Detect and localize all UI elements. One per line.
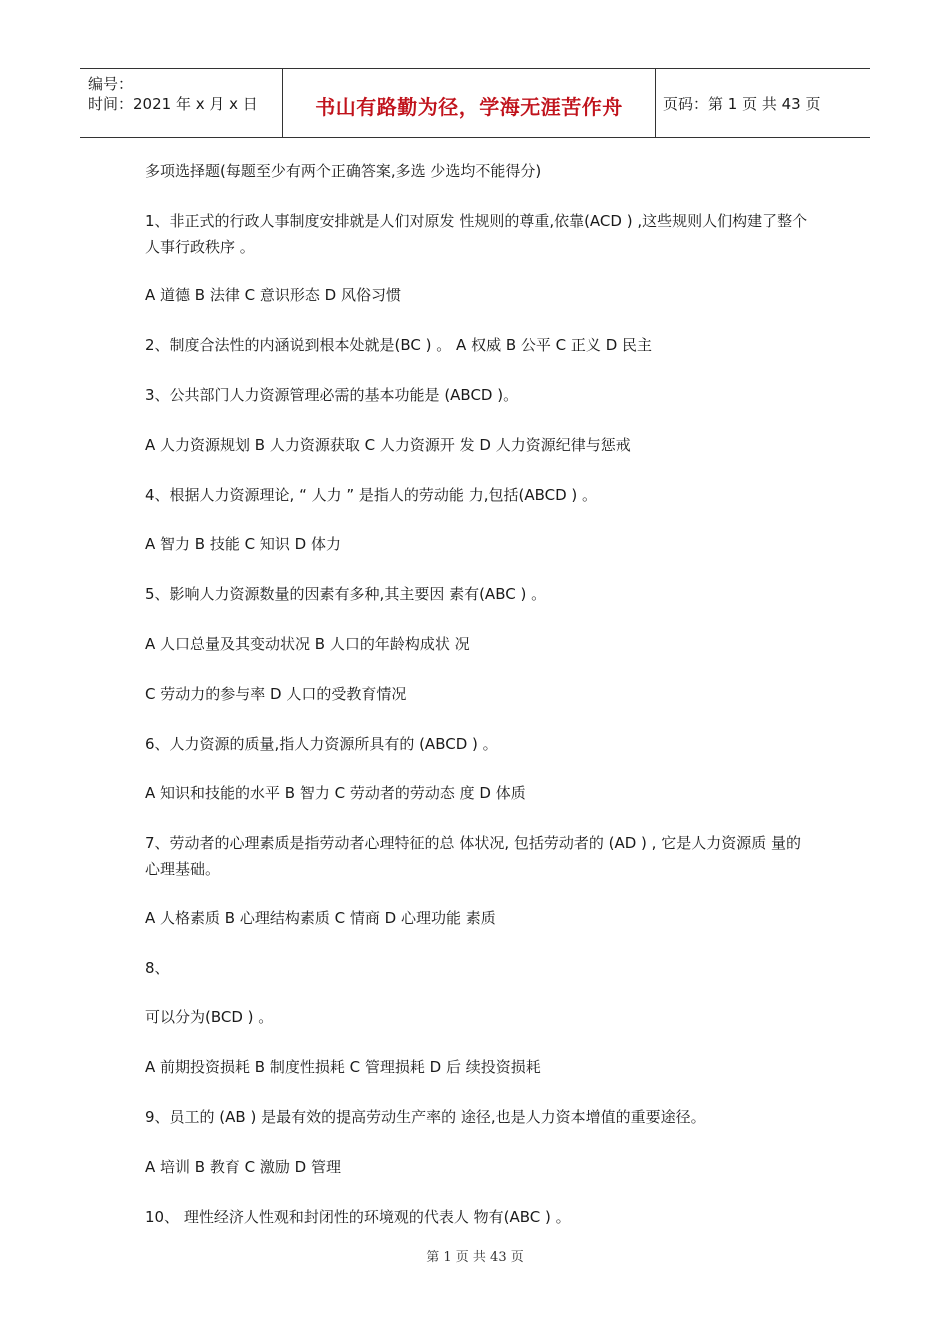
question-3-options: A 人力资源规划 B 人力资源获取 C 人力资源开 发 D 人力资源纪律与惩戒 <box>145 436 631 454</box>
document-date: 时间：2021 年 x 月 x 日 <box>88 95 258 113</box>
question-8: 可以分为(BCD ) 。 <box>145 1008 274 1026</box>
question-1-options: A 道德 B 法律 C 意识形态 D 风俗习惯 <box>145 286 401 304</box>
header-motto-cell <box>282 69 656 137</box>
question-8-options: A 前期投资损耗 B 制度性损耗 C 管理损耗 D 后 续投资损耗 <box>145 1058 541 1076</box>
question-7-options: A 人格素质 B 心理结构素质 C 情商 D 心理功能 素质 <box>145 909 496 927</box>
question-1: 1、非正式的行政人事制度安排就是人们对原发 性规则的尊重,依靠(ACD ) ,这些规则人们构建了整个人事行政秩序 。 <box>145 212 808 256</box>
question-8-number: 8、 <box>145 959 170 977</box>
document-number-label: 编号： <box>88 75 134 93</box>
header-left-cell <box>80 69 282 137</box>
question-9-options: A 培训 B 教育 C 激励 D 管理 <box>145 1158 341 1176</box>
question-3: 3、公共部门人力资源管理必需的基本功能是 (ABCD )。 <box>145 386 519 404</box>
page-footer: 第 1 页 共 43 页 <box>426 1250 524 1265</box>
header-page-cell <box>655 69 870 137</box>
question-4: 4、根据人力资源理论, “ 人力 ” 是指人的劳动能 力,包括(ABCD ) 。 <box>145 486 598 504</box>
question-7: 7、劳动者的心理素质是指劳动者心理特征的总 体状况, 包括劳动者的 (AD ) , 它是人力资源质 量的心理基础。 <box>145 834 801 878</box>
question-2: 2、制度合法性的内涵说到根本处就是(BC ) 。 A 权威 B 公平 C 正义 D 民主 <box>145 336 653 354</box>
question-9: 9、员工的 (AB ) 是最有效的提高劳动生产率的 途径,也是人力资本增值的重要途径。 <box>145 1108 706 1126</box>
question-6: 6、人力资源的质量,指人力资源所具有的 (ABCD ) 。 <box>145 735 498 753</box>
question-5-options-a-b: A 人口总量及其变动状况 B 人口的年龄构成状 况 <box>145 635 470 653</box>
header-page-info: 页码：第 1 页 共 43 页 <box>663 95 821 113</box>
header-motto: 书山有路勤为径，学海无涯苦作舟 <box>315 95 623 119</box>
question-10: 10、 理性经济人性观和封闭性的环境观的代表人 物有(ABC ) 。 <box>145 1208 571 1226</box>
section-intro: 多项选择题(每题至少有两个正确答案,多选 少选均不能得分) <box>145 162 542 180</box>
document-header <box>80 68 870 138</box>
question-4-options: A 智力 B 技能 C 知识 D 体力 <box>145 535 341 553</box>
question-5: 5、影响人力资源数量的因素有多种,其主要因 素有(ABC ) 。 <box>145 585 547 603</box>
question-5-options-c-d: C 劳动力的参与率 D 人口的受教育情况 <box>145 685 407 703</box>
question-6-options: A 知识和技能的水平 B 智力 C 劳动者的劳动态 度 D 体质 <box>145 784 526 802</box>
